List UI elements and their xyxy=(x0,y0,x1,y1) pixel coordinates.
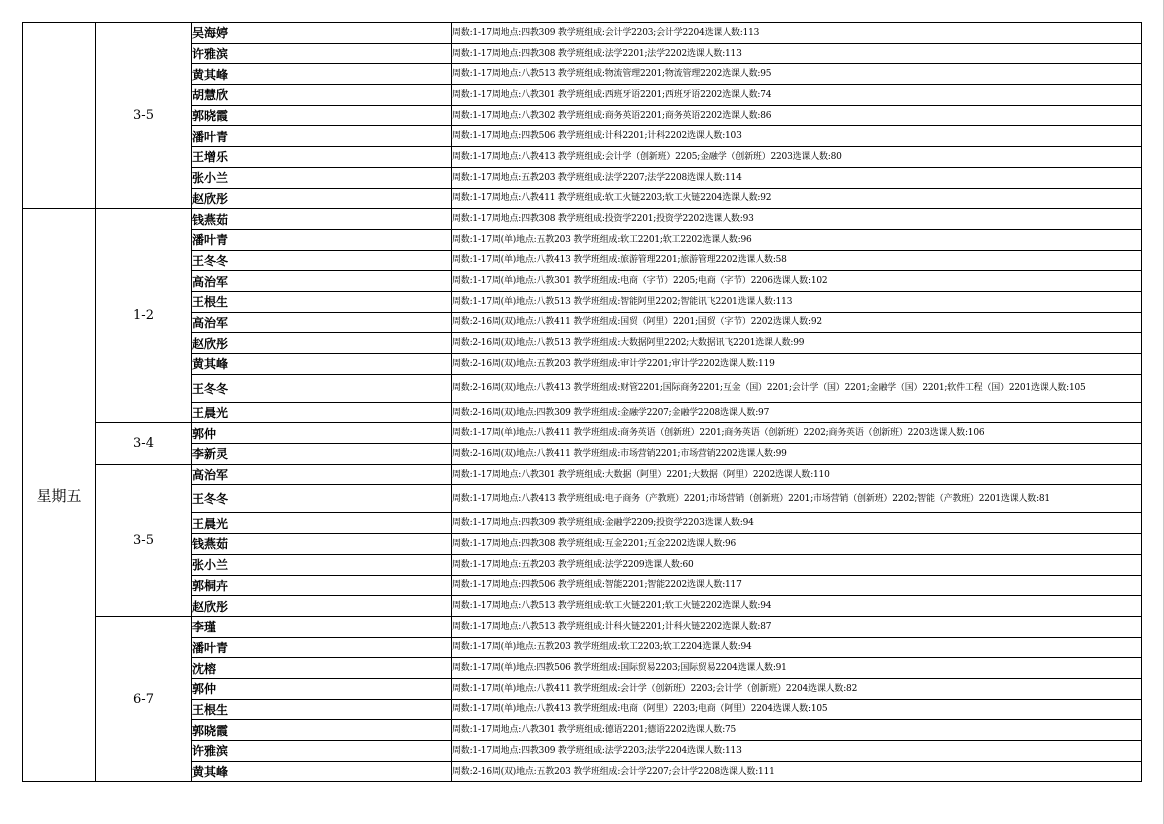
period-label: 1-2 xyxy=(96,209,192,423)
teacher-name: 李新灵 xyxy=(192,444,452,465)
teacher-name: 胡慧欣 xyxy=(192,85,452,106)
period-label: 6-7 xyxy=(96,616,192,782)
teacher-name: 张小兰 xyxy=(192,554,452,575)
table-row xyxy=(23,23,1142,44)
course-info: 周数:1-17周地点:八教513 教学班组成:软工火链2201;软工火链2202选课人数:94 xyxy=(452,596,1142,617)
teacher-name: 高治军 xyxy=(192,312,452,333)
day-label: 星期五 xyxy=(23,209,96,782)
teacher-name: 许雅滨 xyxy=(192,43,452,64)
course-info: 周数:1-17周(单)地点:八教413 教学班组成:电商（阿里）2203;电商（阿里）2204选课人数:105 xyxy=(452,699,1142,720)
course-info: 周数:1-17周(单)地点:八教411 教学班组成:商务英语（创新班）2201;商务英语（创新班）2202;商务英语（创新班）2203选课人数:106 xyxy=(452,423,1142,444)
table-row xyxy=(23,209,1142,230)
teacher-name: 黄其峰 xyxy=(192,354,452,375)
teacher-name: 王冬冬 xyxy=(192,250,452,271)
course-info: 周数:1-17周(单)地点:五教203 教学班组成:软工2203;软工2204选课人数:94 xyxy=(452,637,1142,658)
day-cell-empty xyxy=(23,23,96,209)
course-info: 周数:1-17周地点:五教203 教学班组成:法学2207;法学2208选课人数:114 xyxy=(452,167,1142,188)
course-info: 周数:1-17周地点:四教506 教学班组成:智能2201;智能2202选课人数:117 xyxy=(452,575,1142,596)
teacher-name: 高治军 xyxy=(192,271,452,292)
teacher-name: 郭桐卉 xyxy=(192,575,452,596)
teacher-name: 黄其峰 xyxy=(192,64,452,85)
teacher-name: 钱燕茹 xyxy=(192,534,452,555)
course-info: 周数:1-17周(单)地点:五教203 教学班组成:软工2201;软工2202选课人数:96 xyxy=(452,229,1142,250)
course-info: 周数:1-17周地点:八教301 教学班组成:大数据（阿里）2201;大数据（阿里）2202选课人数:110 xyxy=(452,464,1142,485)
teacher-name: 王根生 xyxy=(192,699,452,720)
course-info: 周数:2-16周(双)地点:八教513 教学班组成:大数据阿里2202;大数据讯飞2201选课人数:99 xyxy=(452,333,1142,354)
course-info: 周数:1-17周地点:八教301 教学班组成:西班牙语2201;西班牙语2202选课人数:74 xyxy=(452,85,1142,106)
course-info: 周数:2-16周(双)地点:五教203 教学班组成:审计学2201;审计学2202选课人数:119 xyxy=(452,354,1142,375)
period-label: 3-5 xyxy=(96,23,192,209)
teacher-name: 王根生 xyxy=(192,291,452,312)
course-info: 周数:1-17周地点:八教413 教学班组成:电子商务（产教班）2201;市场营销（创新班）2201;市场营销（创新班）2202;智能（产教班）2201选课人数:81 xyxy=(452,485,1142,513)
teacher-name: 赵欣彤 xyxy=(192,188,452,209)
teacher-name: 许雅滨 xyxy=(192,741,452,762)
teacher-name: 赵欣彤 xyxy=(192,596,452,617)
teacher-name: 潘叶青 xyxy=(192,126,452,147)
table-row xyxy=(23,423,1142,444)
table-row xyxy=(23,616,1142,637)
table-row xyxy=(23,464,1142,485)
teacher-name: 王冬冬 xyxy=(192,485,452,513)
course-info: 周数:1-17周地点:八教513 教学班组成:物流管理2201;物流管理2202选课人数:95 xyxy=(452,64,1142,85)
course-info: 周数:1-17周(单)地点:八教301 教学班组成:电商（字节）2205;电商（字节）2206选课人数:102 xyxy=(452,271,1142,292)
teacher-name: 郭晓霞 xyxy=(192,105,452,126)
course-info: 周数:1-17周(单)地点:八教413 教学班组成:旅游管理2201;旅游管理2202选课人数:58 xyxy=(452,250,1142,271)
course-info: 周数:1-17周地点:四教309 教学班组成:法学2203;法学2204选课人数:113 xyxy=(452,741,1142,762)
course-info: 周数:1-17周地点:四教309 教学班组成:金融学2209;投资学2203选课人数:94 xyxy=(452,513,1142,534)
course-info: 周数:1-17周地点:八教302 教学班组成:商务英语2201;商务英语2202选课人数:86 xyxy=(452,105,1142,126)
teacher-name: 钱燕茹 xyxy=(192,209,452,230)
course-info: 周数:1-17周地点:八教513 教学班组成:计科火链2201;计科火链2202选课人数:87 xyxy=(452,616,1142,637)
teacher-name: 黄其峰 xyxy=(192,761,452,782)
teacher-name: 吴海婷 xyxy=(192,23,452,44)
teacher-name: 王增乐 xyxy=(192,147,452,168)
teacher-name: 王晨光 xyxy=(192,513,452,534)
course-info: 周数:1-17周地点:四教309 教学班组成:会计学2203;会计学2204选课人数:113 xyxy=(452,23,1142,44)
course-info: 周数:2-16周(双)地点:八教411 教学班组成:市场营销2201;市场营销2202选课人数:99 xyxy=(452,444,1142,465)
course-info: 周数:2-16周(双)地点:四教309 教学班组成:金融学2207;金融学2208选课人数:97 xyxy=(452,402,1142,423)
course-info: 周数:1-17周(单)地点:四教506 教学班组成:国际贸易2203;国际贸易2204选课人数:91 xyxy=(452,658,1142,679)
teacher-name: 王晨光 xyxy=(192,402,452,423)
course-info: 周数:1-17周地点:八教413 教学班组成:会计学（创新班）2205;金融学（创新班）2203选课人数:80 xyxy=(452,147,1142,168)
teacher-name: 郭仲 xyxy=(192,423,452,444)
course-info: 周数:1-17周地点:四教308 教学班组成:法学2201;法学2202选课人数:113 xyxy=(452,43,1142,64)
course-info: 周数:1-17周地点:八教301 教学班组成:德语2201;德语2202选课人数:75 xyxy=(452,720,1142,741)
teacher-name: 李瑾 xyxy=(192,616,452,637)
teacher-name: 张小兰 xyxy=(192,167,452,188)
course-info: 周数:1-17周(单)地点:八教513 教学班组成:智能阿里2202;智能讯飞2201选课人数:113 xyxy=(452,291,1142,312)
course-info: 周数:2-16周(双)地点:五教203 教学班组成:会计学2207;会计学2208选课人数:111 xyxy=(452,761,1142,782)
teacher-name: 沈榕 xyxy=(192,658,452,679)
period-label: 3-4 xyxy=(96,423,192,464)
teacher-name: 高治军 xyxy=(192,464,452,485)
teacher-name: 赵欣彤 xyxy=(192,333,452,354)
course-info: 周数:1-17周地点:八教411 教学班组成:软工火链2203;软工火链2204选课人数:92 xyxy=(452,188,1142,209)
course-info: 周数:1-17周地点:四教506 教学班组成:计科2201;计科2202选课人数:103 xyxy=(452,126,1142,147)
schedule-table xyxy=(22,22,1142,782)
course-info: 周数:2-16周(双)地点:八教413 教学班组成:财管2201;国际商务2201;互金（国）2201;会计学（国）2201;金融学（国）2201;软件工程（国）2201选课人数:105 xyxy=(452,374,1142,402)
teacher-name: 潘叶青 xyxy=(192,637,452,658)
teacher-name: 郭晓霞 xyxy=(192,720,452,741)
schedule-body xyxy=(23,23,1142,782)
course-info: 周数:2-16周(双)地点:八教411 教学班组成:国贸（阿里）2201;国贸（字节）2202选课人数:92 xyxy=(452,312,1142,333)
course-info: 周数:1-17周地点:四教308 教学班组成:投资学2201;投资学2202选课人数:93 xyxy=(452,209,1142,230)
course-info: 周数:1-17周(单)地点:八教411 教学班组成:会计学（创新班）2203;会计学（创新班）2204选课人数:82 xyxy=(452,678,1142,699)
course-info: 周数:1-17周地点:四教308 教学班组成:互金2201;互金2202选课人数:96 xyxy=(452,534,1142,555)
teacher-name: 潘叶青 xyxy=(192,229,452,250)
teacher-name: 王冬冬 xyxy=(192,374,452,402)
course-info: 周数:1-17周地点:五教203 教学班组成:法学2209选课人数:60 xyxy=(452,554,1142,575)
period-label: 3-5 xyxy=(96,464,192,616)
teacher-name: 郭仲 xyxy=(192,678,452,699)
